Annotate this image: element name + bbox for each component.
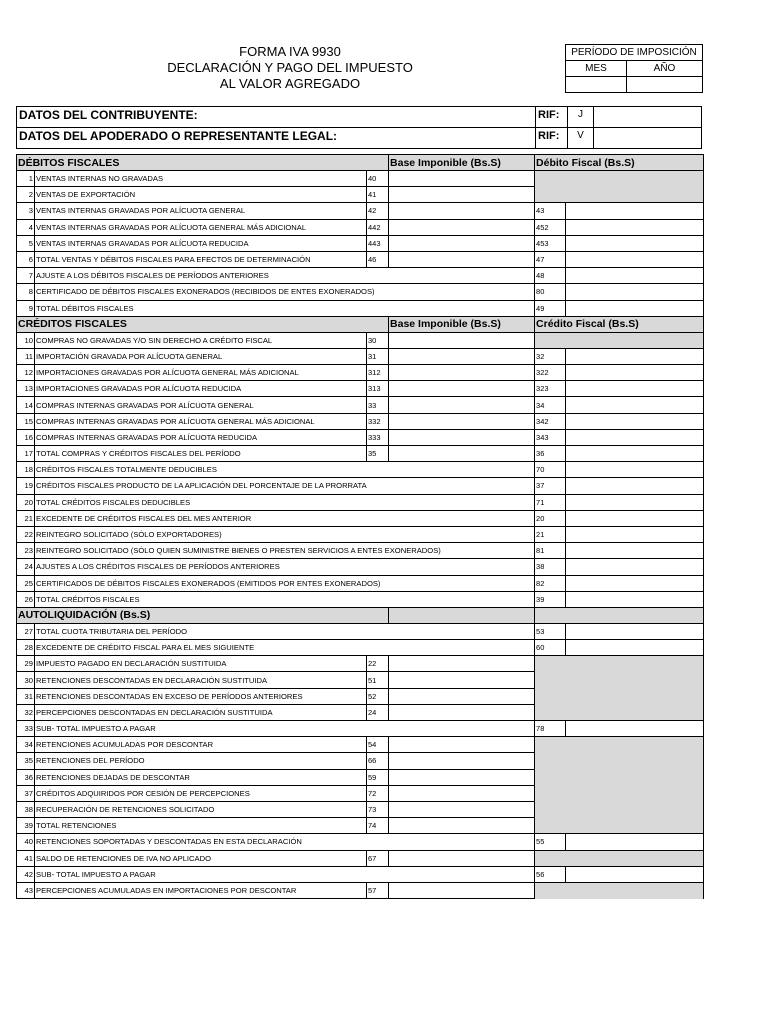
table-row <box>17 332 704 348</box>
line-number: 28 <box>17 640 35 656</box>
table-row <box>17 737 704 753</box>
year-field[interactable] <box>627 77 703 93</box>
line-description: EXCEDENTE DE CRÉDITO FISCAL PARA EL MES SIGUIENTE <box>35 640 535 656</box>
table-row <box>17 510 704 526</box>
tax-period-box <box>565 44 703 93</box>
line-number: 12 <box>17 365 35 381</box>
base-amount-field[interactable] <box>389 850 535 866</box>
shaded-cell <box>535 753 704 769</box>
base-amount-field[interactable] <box>389 381 535 397</box>
base-code: 74 <box>367 818 389 834</box>
table-row <box>17 462 704 478</box>
month-field[interactable] <box>566 77 627 93</box>
base-amount-field[interactable] <box>389 429 535 445</box>
line-number: 20 <box>17 494 35 510</box>
shaded-cell <box>535 187 704 203</box>
base-amount-field[interactable] <box>389 348 535 364</box>
table-row <box>17 251 704 267</box>
line-description: REINTEGRO SOLICITADO (SÓLO QUIEN SUMINISTRE BIENES O PRESTEN SERVICIOS A ENTES EXONERADOS) <box>35 543 535 559</box>
base-code: 33 <box>367 397 389 413</box>
tax-column-header: Crédito Fiscal (Bs.S) <box>535 316 704 332</box>
shaded-cell <box>535 737 704 753</box>
tax-amount-field[interactable] <box>566 397 704 413</box>
line-description: TOTAL CRÉDITOS FISCALES DEDUCIBLES <box>35 494 535 510</box>
base-amount-field[interactable] <box>389 187 535 203</box>
line-description: RETENCIONES DEJADAS DE DESCONTAR <box>35 769 367 785</box>
line-description: TOTAL VENTAS Y DÉBITOS FISCALES PARA EFECTOS DE DETERMINACIÓN <box>35 251 367 267</box>
tax-code: 39 <box>535 591 566 607</box>
base-code: 30 <box>367 332 389 348</box>
base-amount-field[interactable] <box>389 446 535 462</box>
line-number: 7 <box>17 268 35 284</box>
base-code: 42 <box>367 203 389 219</box>
section-header <box>17 607 704 623</box>
line-description: TOTAL CRÉDITOS FISCALES <box>35 591 535 607</box>
shaded-cell <box>535 171 704 187</box>
table-row <box>17 446 704 462</box>
table-row <box>17 882 704 898</box>
tax-amount-field[interactable] <box>566 251 704 267</box>
form-number: FORMA IVA 9930 <box>239 44 341 59</box>
line-number: 43 <box>17 882 35 898</box>
table-row <box>17 478 704 494</box>
representative-rif-label: RIF: <box>535 128 567 148</box>
tax-amount-field[interactable] <box>566 203 704 219</box>
table-row <box>17 753 704 769</box>
tax-amount-field[interactable] <box>566 834 704 850</box>
line-number: 9 <box>17 300 35 316</box>
line-number: 35 <box>17 753 35 769</box>
base-amount-field[interactable] <box>389 737 535 753</box>
base-column-header: Base Imponible (Bs.S) <box>389 155 535 171</box>
line-description: REINTEGRO SOLICITADO (SÓLO EXPORTADORES) <box>35 526 535 542</box>
line-number: 6 <box>17 251 35 267</box>
tax-code: 48 <box>535 268 566 284</box>
line-description: AJUSTE A LOS DÉBITOS FISCALES DE PERÍODOS ANTERIORES <box>35 268 535 284</box>
line-number: 10 <box>17 332 35 348</box>
line-description: CRÉDITOS FISCALES PRODUCTO DE LA APLICACIÓN DEL PORCENTAJE DE LA PRORRATA <box>35 478 535 494</box>
line-description: RETENCIONES SOPORTADAS Y DESCONTADAS EN ESTA DECLARACIÓN <box>35 834 535 850</box>
tax-column-header <box>535 607 704 623</box>
shaded-cell <box>535 704 704 720</box>
table-row <box>17 235 704 251</box>
tax-code: 452 <box>535 219 566 235</box>
base-code: 442 <box>367 219 389 235</box>
base-amount-field[interactable] <box>389 235 535 251</box>
tax-code: 21 <box>535 526 566 542</box>
tax-amount-field[interactable] <box>566 543 704 559</box>
line-description: CRÉDITOS ADQUIRIDOS POR CESIÓN DE PERCEPCIONES <box>35 785 367 801</box>
line-description: CRÉDITOS FISCALES TOTALMENTE DEDUCIBLES <box>35 462 535 478</box>
line-number: 36 <box>17 769 35 785</box>
tax-amount-field[interactable] <box>566 462 704 478</box>
table-row <box>17 591 704 607</box>
base-code: 59 <box>367 769 389 785</box>
tax-amount-field[interactable] <box>566 381 704 397</box>
table-row <box>17 866 704 882</box>
tax-amount-field[interactable] <box>566 284 704 300</box>
base-code: 31 <box>367 348 389 364</box>
base-amount-field[interactable] <box>389 656 535 672</box>
base-amount-field[interactable] <box>389 171 535 187</box>
tax-amount-field[interactable] <box>566 219 704 235</box>
form-heading: DECLARACIÓN Y PAGO DEL IMPUESTO <box>167 60 413 75</box>
line-description: COMPRAS INTERNAS GRAVADAS POR ALÍCUOTA GENERAL <box>35 397 367 413</box>
base-code: 333 <box>367 429 389 445</box>
line-number: 22 <box>17 526 35 542</box>
taxpayer-rif-field[interactable] <box>593 107 701 127</box>
line-description: IMPORTACIÓN GRAVADA POR ALÍCUOTA GENERAL <box>35 348 367 364</box>
line-description: CERTIFICADO DE DÉBITOS FISCALES EXONERADOS (RECIBIDOS DE ENTES EXONERADOS) <box>35 284 535 300</box>
tax-code: 38 <box>535 559 566 575</box>
base-amount-field[interactable] <box>389 801 535 817</box>
tax-code: 53 <box>535 623 566 639</box>
form-subheading: AL VALOR AGREGADO <box>219 76 361 91</box>
table-row <box>17 543 704 559</box>
base-code: 66 <box>367 753 389 769</box>
line-number: 24 <box>17 559 35 575</box>
line-description: COMPRAS INTERNAS GRAVADAS POR ALÍCUOTA GENERAL MÁS ADICIONAL <box>35 413 367 429</box>
table-row <box>17 769 704 785</box>
line-number: 39 <box>17 818 35 834</box>
line-description: VENTAS INTERNAS GRAVADAS POR ALÍCUOTA GENERAL MÁS ADICIONAL <box>35 219 367 235</box>
base-code: 52 <box>367 688 389 704</box>
line-number: 1 <box>17 171 35 187</box>
tax-amount-field[interactable] <box>566 526 704 542</box>
table-row <box>17 397 704 413</box>
tax-amount-field[interactable] <box>566 300 704 316</box>
base-amount-field[interactable] <box>389 365 535 381</box>
base-code: 41 <box>367 187 389 203</box>
declaration-table <box>16 154 704 899</box>
base-amount-field[interactable] <box>389 332 535 348</box>
tax-amount-field[interactable] <box>566 413 704 429</box>
shaded-cell <box>535 882 704 898</box>
tax-code: 37 <box>535 478 566 494</box>
line-number: 17 <box>17 446 35 462</box>
section-title: DÉBITOS FISCALES <box>17 155 389 171</box>
line-number: 32 <box>17 704 35 720</box>
table-row <box>17 413 704 429</box>
tax-code: 82 <box>535 575 566 591</box>
line-number: 23 <box>17 543 35 559</box>
base-amount-field[interactable] <box>389 203 535 219</box>
table-row <box>17 219 704 235</box>
line-number: 40 <box>17 834 35 850</box>
base-code: 40 <box>367 171 389 187</box>
line-description: VENTAS INTERNAS GRAVADAS POR ALÍCUOTA GENERAL <box>35 203 367 219</box>
tax-code: 78 <box>535 721 566 737</box>
form-title <box>120 44 460 92</box>
tax-code: 71 <box>535 494 566 510</box>
table-row <box>17 494 704 510</box>
line-number: 38 <box>17 801 35 817</box>
line-number: 8 <box>17 284 35 300</box>
table-row <box>17 268 704 284</box>
table-row <box>17 365 704 381</box>
tax-column-header: Débito Fiscal (Bs.S) <box>535 155 704 171</box>
line-number: 41 <box>17 850 35 866</box>
base-code: 22 <box>367 656 389 672</box>
table-row <box>17 429 704 445</box>
line-description: RETENCIONES DESCONTADAS EN DECLARACIÓN SUSTITUIDA <box>35 672 367 688</box>
line-description: VENTAS INTERNAS NO GRAVADAS <box>35 171 367 187</box>
base-amount-field[interactable] <box>389 688 535 704</box>
table-row <box>17 300 704 316</box>
table-row <box>17 623 704 639</box>
line-number: 27 <box>17 623 35 639</box>
base-amount-field[interactable] <box>389 704 535 720</box>
shaded-cell <box>535 801 704 817</box>
tax-amount-field[interactable] <box>566 640 704 656</box>
line-description: CERTIFICADOS DE DÉBITOS FISCALES EXONERADOS (EMITIDOS POR ENTES EXONERADOS) <box>35 575 535 591</box>
line-number: 26 <box>17 591 35 607</box>
base-code: 51 <box>367 672 389 688</box>
line-number: 37 <box>17 785 35 801</box>
base-amount-field[interactable] <box>389 413 535 429</box>
line-description: RETENCIONES DEL PERÍODO <box>35 753 367 769</box>
line-number: 16 <box>17 429 35 445</box>
month-label: MES <box>566 61 627 77</box>
base-amount-field[interactable] <box>389 785 535 801</box>
table-row <box>17 704 704 720</box>
line-description: RECUPERACIÓN DE RETENCIONES SOLICITADO <box>35 801 367 817</box>
tax-code: 32 <box>535 348 566 364</box>
taxpayer-rif-letter: J <box>567 107 593 127</box>
table-row <box>17 785 704 801</box>
line-description: TOTAL DÉBITOS FISCALES <box>35 300 535 316</box>
table-row <box>17 171 704 187</box>
line-number: 13 <box>17 381 35 397</box>
section-header <box>17 155 704 171</box>
line-description: SUB- TOTAL IMPUESTO A PAGAR <box>35 721 535 737</box>
tax-amount-field[interactable] <box>566 866 704 882</box>
line-description: IMPORTACIONES GRAVADAS POR ALÍCUOTA GENERAL MÁS ADICIONAL <box>35 365 367 381</box>
line-description: TOTAL COMPRAS Y CRÉDITOS FISCALES DEL PERÍODO <box>35 446 367 462</box>
table-row <box>17 672 704 688</box>
tax-amount-field[interactable] <box>566 348 704 364</box>
line-description: TOTAL CUOTA TRIBUTARIA DEL PERÍODO <box>35 623 535 639</box>
line-number: 34 <box>17 737 35 753</box>
table-row <box>17 834 704 850</box>
line-number: 15 <box>17 413 35 429</box>
tax-amount-field[interactable] <box>566 559 704 575</box>
tax-code: 55 <box>535 834 566 850</box>
table-row <box>17 381 704 397</box>
tax-code: 323 <box>535 381 566 397</box>
line-description: VENTAS DE EXPORTACIÓN <box>35 187 367 203</box>
line-number: 14 <box>17 397 35 413</box>
tax-code: 343 <box>535 429 566 445</box>
shaded-cell <box>535 332 704 348</box>
line-number: 11 <box>17 348 35 364</box>
line-description: RETENCIONES DESCONTADAS EN EXCESO DE PERÍODOS ANTERIORES <box>35 688 367 704</box>
tax-amount-field[interactable] <box>566 235 704 251</box>
table-row <box>17 656 704 672</box>
base-code: 312 <box>367 365 389 381</box>
base-amount-field[interactable] <box>389 882 535 898</box>
line-description: COMPRAS NO GRAVADAS Y/O SIN DERECHO A CRÉDITO FISCAL <box>35 332 367 348</box>
taxpayer-label: DATOS DEL CONTRIBUYENTE: <box>19 108 198 122</box>
line-number: 2 <box>17 187 35 203</box>
base-column-header <box>389 607 535 623</box>
section-title: AUTOLIQUIDACIÓN (Bs.S) <box>17 607 389 623</box>
representative-rif-letter: V <box>567 128 593 148</box>
tax-code: 342 <box>535 413 566 429</box>
table-row <box>17 559 704 575</box>
shaded-cell <box>535 785 704 801</box>
tax-amount-field[interactable] <box>566 478 704 494</box>
tax-code: 47 <box>535 251 566 267</box>
representative-rif-field[interactable] <box>593 128 701 148</box>
representative-label: DATOS DEL APODERADO O REPRESENTANTE LEGAL: <box>19 129 338 143</box>
line-number: 3 <box>17 203 35 219</box>
table-row <box>17 575 704 591</box>
line-description: TOTAL RETENCIONES <box>35 818 367 834</box>
base-amount-field[interactable] <box>389 219 535 235</box>
table-row <box>17 526 704 542</box>
tax-code: 453 <box>535 235 566 251</box>
tax-code: 70 <box>535 462 566 478</box>
table-row <box>17 187 704 203</box>
table-row <box>17 284 704 300</box>
tax-code: 49 <box>535 300 566 316</box>
tax-amount-field[interactable] <box>566 446 704 462</box>
base-code: 332 <box>367 413 389 429</box>
line-number: 33 <box>17 721 35 737</box>
table-row <box>17 818 704 834</box>
line-number: 21 <box>17 510 35 526</box>
line-number: 19 <box>17 478 35 494</box>
tax-code: 81 <box>535 543 566 559</box>
line-description: PERCEPCIONES DESCONTADAS EN DECLARACIÓN SUSTITUIDA <box>35 704 367 720</box>
table-row <box>17 688 704 704</box>
line-number: 29 <box>17 656 35 672</box>
base-amount-field[interactable] <box>389 672 535 688</box>
line-description: SUB- TOTAL IMPUESTO A PAGAR <box>35 866 535 882</box>
base-code: 24 <box>367 704 389 720</box>
line-number: 25 <box>17 575 35 591</box>
tax-amount-field[interactable] <box>566 721 704 737</box>
table-row <box>17 721 704 737</box>
line-description: PERCEPCIONES ACUMULADAS EN IMPORTACIONES POR DESCONTAR <box>35 882 367 898</box>
base-code: 46 <box>367 251 389 267</box>
shaded-cell <box>535 656 704 672</box>
section-title: CRÉDITOS FISCALES <box>17 316 389 332</box>
line-number: 5 <box>17 235 35 251</box>
line-description: SALDO DE RETENCIONES DE IVA NO APLICADO <box>35 850 367 866</box>
table-row <box>17 801 704 817</box>
tax-code: 56 <box>535 866 566 882</box>
period-title: PERÍODO DE IMPOSICIÓN <box>566 45 703 61</box>
shaded-cell <box>535 850 704 866</box>
line-number: 30 <box>17 672 35 688</box>
representative-row <box>16 127 702 149</box>
tax-code: 34 <box>535 397 566 413</box>
table-row <box>17 348 704 364</box>
table-row <box>17 640 704 656</box>
taxpayer-rif-label: RIF: <box>535 107 567 127</box>
tax-amount-field[interactable] <box>566 575 704 591</box>
line-description: AJUSTES A LOS CRÉDITOS FISCALES DE PERÍODOS ANTERIORES <box>35 559 535 575</box>
line-number: 31 <box>17 688 35 704</box>
base-code: 54 <box>367 737 389 753</box>
tax-code: 60 <box>535 640 566 656</box>
line-description: IMPORTACIONES GRAVADAS POR ALÍCUOTA REDUCIDA <box>35 381 367 397</box>
line-description: IMPUESTO PAGADO EN DECLARACIÓN SUSTITUIDA <box>35 656 367 672</box>
tax-code: 36 <box>535 446 566 462</box>
line-number: 18 <box>17 462 35 478</box>
line-description: EXCEDENTE DE CRÉDITOS FISCALES DEL MES ANTERIOR <box>35 510 535 526</box>
year-label: AÑO <box>627 61 703 77</box>
base-code: 35 <box>367 446 389 462</box>
tax-amount-field[interactable] <box>566 365 704 381</box>
tax-amount-field[interactable] <box>566 494 704 510</box>
tax-code: 322 <box>535 365 566 381</box>
tax-amount-field[interactable] <box>566 429 704 445</box>
tax-code: 43 <box>535 203 566 219</box>
base-code: 57 <box>367 882 389 898</box>
tax-amount-field[interactable] <box>566 623 704 639</box>
base-code: 67 <box>367 850 389 866</box>
taxpayer-row <box>16 106 702 128</box>
base-amount-field[interactable] <box>389 251 535 267</box>
line-description: COMPRAS INTERNAS GRAVADAS POR ALÍCUOTA REDUCIDA <box>35 429 367 445</box>
line-number: 4 <box>17 219 35 235</box>
base-column-header: Base Imponible (Bs.S) <box>389 316 535 332</box>
shaded-cell <box>535 688 704 704</box>
line-description: VENTAS INTERNAS GRAVADAS POR ALÍCUOTA REDUCIDA <box>35 235 367 251</box>
base-amount-field[interactable] <box>389 818 535 834</box>
shaded-cell <box>535 672 704 688</box>
table-row <box>17 850 704 866</box>
base-code: 72 <box>367 785 389 801</box>
shaded-cell <box>535 818 704 834</box>
shaded-cell <box>535 769 704 785</box>
base-amount-field[interactable] <box>389 397 535 413</box>
tax-code: 80 <box>535 284 566 300</box>
table-row <box>17 203 704 219</box>
base-code: 313 <box>367 381 389 397</box>
tax-amount-field[interactable] <box>566 510 704 526</box>
base-code: 443 <box>367 235 389 251</box>
tax-amount-field[interactable] <box>566 268 704 284</box>
tax-amount-field[interactable] <box>566 591 704 607</box>
line-number: 42 <box>17 866 35 882</box>
base-code: 73 <box>367 801 389 817</box>
base-amount-field[interactable] <box>389 769 535 785</box>
tax-code: 20 <box>535 510 566 526</box>
line-description: RETENCIONES ACUMULADAS POR DESCONTAR <box>35 737 367 753</box>
base-amount-field[interactable] <box>389 753 535 769</box>
section-header <box>17 316 704 332</box>
